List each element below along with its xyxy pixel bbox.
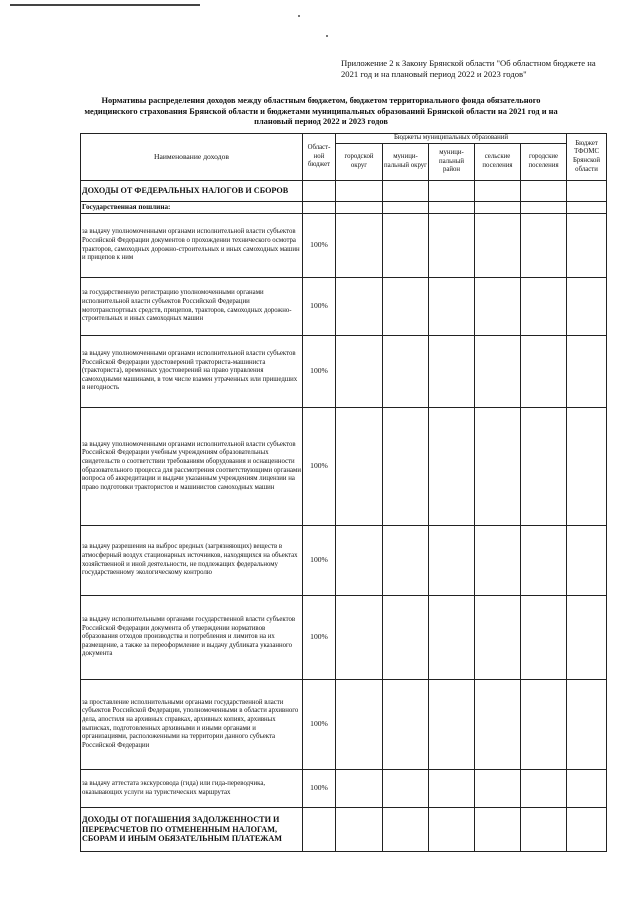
header-municipal-budgets: Бюджеты муниципальных образований [336, 134, 567, 144]
appendix-note: Приложение 2 к Закону Брянской области "Об областном бюджете на 2021 год и на плановый период 2022 и 2023 годов" [341, 58, 596, 79]
revenue-norms-table [80, 133, 607, 852]
scan-edge-line [10, 4, 200, 6]
regional-share [303, 181, 336, 202]
table-row [81, 214, 607, 278]
table-row [81, 336, 607, 408]
row-name: ДОХОДЫ ОТ ПОГАШЕНИЯ ЗАДОЛЖЕННОСТИ И ПЕРЕРАСЧЕТОВ ПО ОТМЕНЕННЫМ НАЛОГАМ, СБОРАМ И ИНЫМ ОБЯЗАТЕЛЬНЫМ ПЛАТЕЖАМ [81, 808, 303, 852]
scan-speck [298, 15, 300, 17]
table-row [81, 680, 607, 770]
header-municipal-area: муници-пальный район [429, 144, 475, 181]
regional-share: 100% [303, 526, 336, 596]
document-title: Нормативы распределения доходов между областным бюджетом, бюджетом территориального фонда обязательного медицинского страхования Брянской области и бюджетами муниципальных образований Брянской области на 2021 год и на плановый период 2022 и 2023 годов [84, 96, 558, 126]
table-row [81, 202, 607, 214]
row-name: за выдачу уполномоченными органами исполнительной власти субъектов Российской Федерации учебным учреждениям образовательных свидетельств о соответствии требованиям оборудования и оснащенности образовательного процесса для рассмотрения соответствующими органами вопроса об аккредитации и выдачи указанным учреждениям лицензии на право подготовки трактористов и машинистов самоходных машин [81, 408, 303, 526]
table-row [81, 181, 607, 202]
row-name: за выдачу исполнительными органами государственной власти субъектов Российской Федерации документа об утверждении нормативов образования отходов производства и потребления и лимитов на их размещение, а также за переоформление и выдачу дубликата указанного документа [81, 596, 303, 680]
regional-share: 100% [303, 278, 336, 336]
row-name: за государственную регистрацию уполномоченными органами исполнительной власти субъектов Российской Федерации мототранспортных средств, прицепов, тракторов, самоходных дорожно-строительных и иных самоходных машин [81, 278, 303, 336]
header-urban-settlements: городские поселения [521, 144, 567, 181]
row-name: за проставление исполнительными органами государственной власти субъектов Российской Федерации, уполномоченными в области архивного дела, апостиля на архивных справках, архивных копиях, архивных выписках, подготовленных архивными и иными органами и организациями, расположенными на территории данного субъекта Российской Федерации [81, 680, 303, 770]
header-regional-budget: Област-ной бюджет [303, 134, 336, 181]
regional-share: 100% [303, 336, 336, 408]
row-name: за выдачу уполномоченными органами исполнительной власти субъектов Российской Федерации удостоверений тракториста-машиниста (тракториста), временных удостоверений на право управления самоходными машинами, в том числе взамен утраченных или пришедших в негодность [81, 336, 303, 408]
header-city-district: городской округ [336, 144, 383, 181]
row-name: Государственная пошлина: [81, 202, 303, 214]
header-municipal-district: муници-пальный округ [383, 144, 429, 181]
row-name: ДОХОДЫ ОТ ФЕДЕРАЛЬНЫХ НАЛОГОВ И СБОРОВ [81, 181, 303, 202]
row-name: за выдачу аттестата экскурсовода (гида) или гида-переводчика, оказывающих услуги на туристических маршрутах [81, 770, 303, 808]
row-name: за выдачу уполномоченными органами исполнительной власти субъектов Российской Федерации документов о прохождении технического осмотра тракторов, самоходных дорожно-строительных и иных самоходных машин и прицепов к ним [81, 214, 303, 278]
regional-share: 100% [303, 770, 336, 808]
table-row [81, 278, 607, 336]
regional-share [303, 202, 336, 214]
table-row [81, 770, 607, 808]
scan-speck [326, 35, 328, 37]
regional-share: 100% [303, 596, 336, 680]
table-row [81, 808, 607, 852]
regional-share [303, 808, 336, 852]
header-name: Наименование доходов [81, 134, 303, 181]
table-row [81, 526, 607, 596]
table-row [81, 408, 607, 526]
row-name: за выдачу разрешения на выброс вредных (загрязняющих) веществ в атмосферный воздух стационарных источников, находящихся на объектах хозяйственной и иной деятельности, не подлежащих федеральному государственному экологическому контролю [81, 526, 303, 596]
regional-share: 100% [303, 680, 336, 770]
table-row [81, 596, 607, 680]
header-rural-settlements: сельские поселения [475, 144, 521, 181]
regional-share: 100% [303, 408, 336, 526]
regional-share: 100% [303, 214, 336, 278]
header-tfoms-budget: Бюджет ТФОМС Брянской области [567, 134, 607, 181]
